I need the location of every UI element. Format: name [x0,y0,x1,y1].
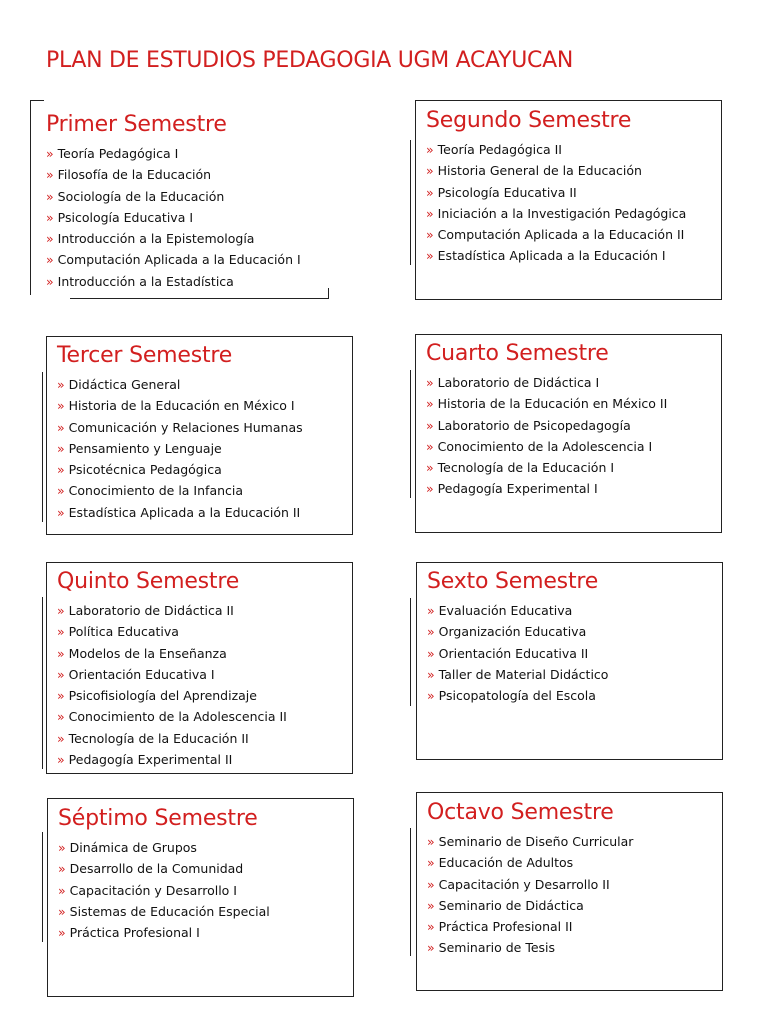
course-name: Sistemas de Educación Especial [69,903,270,919]
course-name: Tecnología de la Educación I [437,460,615,476]
bullet-icon: » [427,603,435,618]
course-name: Psicotécnica Pedagógica [68,462,222,478]
bullet-icon: » [58,861,66,877]
semester-card-5 [46,562,353,774]
course-item [57,664,352,685]
course-item [426,478,721,499]
course-name: Introducción a la Epistemología [57,231,255,247]
bullet-icon: » [57,624,65,640]
bullet-icon: » [426,460,434,476]
course-item [57,502,352,523]
bullet-icon: » [57,688,65,704]
course-item [426,182,721,203]
course-name: Psicología Educativa I [57,209,194,225]
course-name: Historia de la Educación en México I [68,398,295,414]
course-name: Psicopatología del Escola [438,688,596,704]
course-item [427,874,722,895]
bullet-icon: » [46,209,54,225]
course-list [57,374,352,523]
bullet-icon: » [426,184,434,200]
course-name: Psicología Educativa II [437,184,577,200]
course-name: Teoría Pedagógica I [57,146,179,161]
bullet-icon: » [57,462,65,478]
course-item [427,600,722,621]
course-item [427,621,722,642]
course-item [427,664,722,685]
bullet-icon: » [57,645,65,661]
semester-heading: Tercer Semestre [57,343,233,368]
course-name: Laboratorio de Didáctica I [437,375,600,390]
course-name: Orientación Educativa I [68,666,215,682]
course-item [46,164,330,185]
course-item [426,224,721,245]
bullet-icon: » [57,730,65,746]
course-name: Laboratorio de Didáctica II [68,603,234,618]
bullet-icon: » [427,645,435,661]
bullet-icon: » [426,417,434,433]
course-name: Computación Aplicada a la Educación II [437,227,685,243]
bullet-icon: » [426,248,434,264]
course-item [426,393,721,414]
course-name: Organización Educativa [438,624,587,640]
course-name: Conocimiento de la Adolescencia I [437,438,653,454]
course-list [426,372,721,500]
course-item [57,374,352,395]
course-item [426,139,721,160]
semester-heading: Primer Semestre [46,112,227,137]
course-name: Desarrollo de la Comunidad [69,861,244,877]
bullet-icon: » [427,940,435,956]
bullet-icon: » [46,231,54,247]
course-item [58,858,353,879]
semester-heading: Sexto Semestre [427,569,599,594]
bullet-icon: » [46,252,54,268]
course-list [57,600,352,770]
course-name: Capacitación y Desarrollo I [69,882,237,898]
bullet-icon: » [46,273,54,289]
bullet-icon: » [57,752,65,768]
course-name: Política Educativa [68,624,179,640]
course-name: Seminario de Tesis [438,940,556,956]
course-item [426,415,721,436]
course-name: Pensamiento y Lenguaje [68,440,222,456]
course-name: Educación de Adultos [438,855,574,871]
semester-heading: Cuarto Semestre [426,341,609,366]
course-item [426,372,721,393]
bullet-icon: » [427,919,435,935]
course-name: Dinámica de Grupos [69,840,197,855]
course-list [426,139,721,267]
semester-card-4 [415,334,722,533]
course-item [57,459,352,480]
course-name: Conocimiento de la Infancia [68,483,244,499]
course-name: Laboratorio de Psicopedagogía [437,417,631,433]
course-item [427,852,722,873]
course-item [427,895,722,916]
course-name: Teoría Pedagógica II [437,142,562,157]
bullet-icon: » [427,624,435,640]
course-item [46,249,330,270]
course-item [57,395,352,416]
course-item [57,685,352,706]
semester-card-3 [46,336,353,535]
course-name: Práctica Profesional II [438,919,573,935]
course-item [427,643,722,664]
bullet-icon: » [57,666,65,682]
bullet-icon: » [57,398,65,414]
bullet-icon: » [427,876,435,892]
bullet-icon: » [426,481,434,497]
course-item [57,706,352,727]
page-title: PLAN DE ESTUDIOS PEDAGOGIA UGM ACAYUCAN [46,48,573,73]
bullet-icon: » [46,188,54,204]
course-name: Iniciación a la Investigación Pedagógica [437,205,687,221]
course-item [46,228,330,249]
course-item [46,186,330,207]
bullet-icon: » [427,855,435,871]
course-item [46,271,330,292]
course-name: Didáctica General [68,377,181,392]
bullet-icon: » [426,142,434,157]
course-name: Orientación Educativa II [438,645,589,661]
semester-heading: Octavo Semestre [427,800,614,825]
course-name: Historia de la Educación en México II [437,396,668,412]
course-list [427,600,722,706]
bullet-icon: » [57,709,65,725]
bullet-icon: » [426,227,434,243]
bullet-icon: » [426,375,434,390]
bullet-icon: » [57,440,65,456]
course-item [58,837,353,858]
bullet-icon: » [427,897,435,913]
course-item [58,901,353,922]
course-name: Conocimiento de la Adolescencia II [68,709,287,725]
course-item [426,245,721,266]
list-rule [410,598,411,706]
course-item [57,728,352,749]
semester-card-8 [416,792,723,991]
semester-heading: Quinto Semestre [57,569,240,594]
semester-card-2 [415,100,722,300]
bullet-icon: » [57,483,65,499]
course-item [426,436,721,457]
course-item [427,916,722,937]
course-item [58,880,353,901]
bullet-icon: » [57,603,65,618]
list-rule [410,828,411,956]
course-item [46,143,330,164]
semester-card-6 [416,562,723,760]
course-item [58,922,353,943]
course-name: Seminario de Didáctica [438,897,584,913]
list-rule [42,832,43,942]
course-name: Seminario de Diseño Curricular [438,834,634,849]
bullet-icon: » [57,504,65,520]
list-rule [410,140,411,265]
course-name: Sociología de la Educación [57,188,225,204]
semester-heading: Segundo Semestre [426,108,632,133]
course-item [427,937,722,958]
course-list [58,837,353,943]
course-name: Pedagogía Experimental II [68,752,233,768]
course-item [57,417,352,438]
bullet-icon: » [427,834,435,849]
course-item [426,203,721,224]
course-name: Estadística Aplicada a la Educación I [437,248,666,264]
course-name: Psicofisiología del Aprendizaje [68,688,257,704]
bullet-icon: » [427,666,435,682]
bullet-icon: » [58,882,66,898]
semester-heading: Séptimo Semestre [58,806,258,831]
course-name: Tecnología de la Educación II [68,730,249,746]
course-name: Capacitación y Desarrollo II [438,876,610,892]
course-item [57,438,352,459]
course-list [46,143,330,292]
course-name: Computación Aplicada a la Educación I [57,252,301,268]
course-item [57,643,352,664]
course-name: Estadística Aplicada a la Educación II [68,504,301,520]
course-item [57,749,352,770]
bullet-icon: » [427,688,435,704]
course-item [427,831,722,852]
course-name: Comunicación y Relaciones Humanas [68,419,303,435]
course-item [426,457,721,478]
course-name: Introducción a la Estadística [57,273,234,289]
bullet-icon: » [58,903,66,919]
bullet-icon: » [426,205,434,221]
list-rule [410,370,411,498]
course-item [57,600,352,621]
course-item [57,480,352,501]
course-name: Taller de Material Didáctico [438,666,609,682]
course-item [427,685,722,706]
course-name: Evaluación Educativa [438,603,573,618]
bullet-icon: » [57,377,65,392]
course-item [46,207,330,228]
course-name: Pedagogía Experimental I [437,481,598,497]
course-name: Práctica Profesional I [69,925,200,941]
course-list [427,831,722,959]
bullet-icon: » [426,396,434,412]
bullet-icon: » [426,438,434,454]
list-rule [42,597,43,769]
list-rule [42,372,43,522]
course-name: Filosofía de la Educación [57,167,212,183]
bullet-icon: » [426,163,434,179]
bullet-icon: » [46,167,54,183]
course-item [57,621,352,642]
course-item [426,160,721,181]
bullet-icon: » [46,146,54,161]
bullet-icon: » [58,925,66,941]
semester-card-1 [30,100,330,300]
course-name: Modelos de la Enseñanza [68,645,227,661]
semester-card-7 [47,798,354,997]
bullet-icon: » [58,840,66,855]
course-name: Historia General de la Educación [437,163,642,179]
bullet-icon: » [57,419,65,435]
